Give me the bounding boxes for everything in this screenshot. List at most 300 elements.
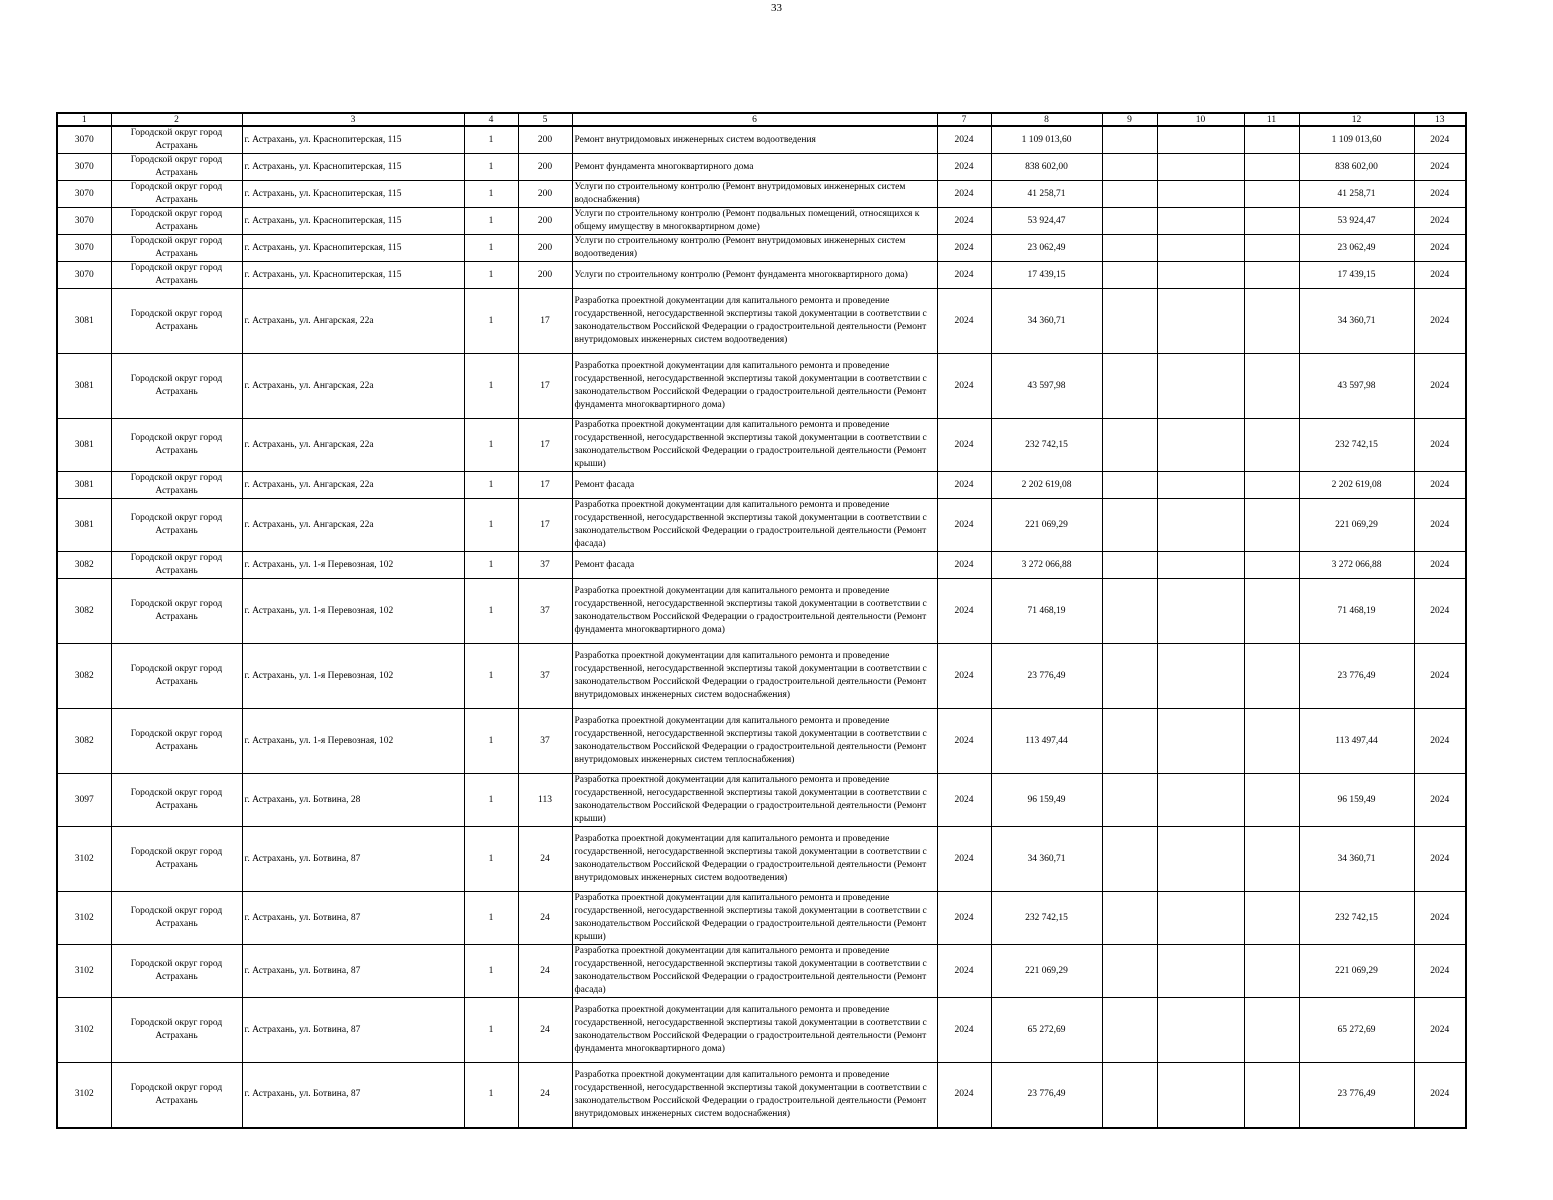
year-cell: 2024 [937, 419, 991, 472]
col5-cell: 17 [518, 472, 572, 499]
col9-cell [1102, 289, 1157, 354]
col11-cell [1244, 181, 1299, 208]
municipality-cell: Городской округ город Астрахань [111, 181, 242, 208]
house-id-cell: 3082 [57, 644, 111, 709]
house-id-cell: 3081 [57, 289, 111, 354]
work-type-cell: Разработка проектной документации для капитального ремонта и проведение государственной, негосударственной экспертизы такой документации в соответствии с законодательством Российской Федерации о градостроительной деятельности (Ремонт внутридомовых инженерных систем водоснабжения) [572, 644, 937, 709]
total-cost-cell: 71 468,19 [1299, 579, 1414, 644]
col5-cell: 17 [518, 354, 572, 419]
municipality-cell: Городской округ город Астрахань [111, 774, 242, 827]
house-id-cell: 3081 [57, 472, 111, 499]
work-type-cell: Услуги по строительному контролю (Ремонт подвальных помещений, относящихся к общему имуществу в многоквартирном доме) [572, 208, 937, 235]
cost-cell: 221 069,29 [991, 945, 1102, 998]
end-year-cell: 2024 [1414, 945, 1466, 998]
col5-cell: 17 [518, 419, 572, 472]
total-cost-cell: 34 360,71 [1299, 289, 1414, 354]
work-type-cell: Разработка проектной документации для капитального ремонта и проведение государственной, негосударственной экспертизы такой документации в соответствии с законодательством Российской Федерации о градостроительной деятельности (Ремонт внутридомовых инженерных систем теплоснабжения) [572, 709, 937, 774]
col10-cell [1157, 644, 1244, 709]
table-row [57, 644, 1466, 709]
table-row [57, 827, 1466, 892]
work-type-cell: Ремонт фасада [572, 472, 937, 499]
table-row [57, 235, 1466, 262]
total-cost-cell: 17 439,15 [1299, 262, 1414, 289]
col9-cell [1102, 154, 1157, 181]
table-row [57, 1063, 1466, 1128]
column-header-6: 6 [572, 113, 937, 126]
col9-cell [1102, 827, 1157, 892]
work-type-cell: Разработка проектной документации для капитального ремонта и проведение государственной, негосударственной экспертизы такой документации в соответствии с законодательством Российской Федерации о градостроительной деятельности (Ремонт крыши) [572, 892, 937, 945]
end-year-cell: 2024 [1414, 892, 1466, 945]
col11-cell [1244, 499, 1299, 552]
end-year-cell: 2024 [1414, 827, 1466, 892]
col5-cell: 24 [518, 1063, 572, 1128]
col10-cell [1157, 472, 1244, 499]
house-id-cell: 3081 [57, 419, 111, 472]
address-cell: г. Астрахань, ул. 1-я Перевозная, 102 [242, 552, 464, 579]
house-id-cell: 3070 [57, 235, 111, 262]
year-cell: 2024 [937, 472, 991, 499]
col4-cell: 1 [464, 552, 518, 579]
address-cell: г. Астрахань, ул. 1-я Перевозная, 102 [242, 644, 464, 709]
table-row [57, 181, 1466, 208]
municipality-cell: Городской округ город Астрахань [111, 354, 242, 419]
address-cell: г. Астрахань, ул. Ботвина, 87 [242, 998, 464, 1063]
col9-cell [1102, 774, 1157, 827]
col9-cell [1102, 208, 1157, 235]
total-cost-cell: 2 202 619,08 [1299, 472, 1414, 499]
total-cost-cell: 232 742,15 [1299, 892, 1414, 945]
column-header-11: 11 [1244, 113, 1299, 126]
col10-cell [1157, 208, 1244, 235]
year-cell: 2024 [937, 235, 991, 262]
end-year-cell: 2024 [1414, 774, 1466, 827]
house-id-cell: 3102 [57, 1063, 111, 1128]
total-cost-cell: 232 742,15 [1299, 419, 1414, 472]
work-type-cell: Услуги по строительному контролю (Ремонт внутридомовых инженерных систем водоснабжения) [572, 181, 937, 208]
col4-cell: 1 [464, 709, 518, 774]
address-cell: г. Астрахань, ул. Ботвина, 87 [242, 892, 464, 945]
col5-cell: 24 [518, 945, 572, 998]
year-cell: 2024 [937, 1063, 991, 1128]
work-type-cell: Разработка проектной документации для капитального ремонта и проведение государственной, негосударственной экспертизы такой документации в соответствии с законодательством Российской Федерации о градостроительной деятельности (Ремонт фундамента многоквартирного дома) [572, 354, 937, 419]
col5-cell: 37 [518, 709, 572, 774]
municipality-cell: Городской округ город Астрахань [111, 709, 242, 774]
col4-cell: 1 [464, 181, 518, 208]
col4-cell: 1 [464, 354, 518, 419]
column-header-8: 8 [991, 113, 1102, 126]
col4-cell: 1 [464, 126, 518, 154]
end-year-cell: 2024 [1414, 235, 1466, 262]
work-type-cell: Разработка проектной документации для капитального ремонта и проведение государственной, негосударственной экспертизы такой документации в соответствии с законодательством Российской Федерации о градостроительной деятельности (Ремонт фундамента многоквартирного дома) [572, 579, 937, 644]
col4-cell: 1 [464, 235, 518, 262]
end-year-cell: 2024 [1414, 709, 1466, 774]
end-year-cell: 2024 [1414, 154, 1466, 181]
col4-cell: 1 [464, 1063, 518, 1128]
col5-cell: 37 [518, 552, 572, 579]
end-year-cell: 2024 [1414, 289, 1466, 354]
col10-cell [1157, 998, 1244, 1063]
table-row [57, 774, 1466, 827]
municipality-cell: Городской округ город Астрахань [111, 154, 242, 181]
end-year-cell: 2024 [1414, 644, 1466, 709]
col9-cell [1102, 709, 1157, 774]
col10-cell [1157, 419, 1244, 472]
address-cell: г. Астрахань, ул. Краснопитерская, 115 [242, 181, 464, 208]
column-header-2: 2 [111, 113, 242, 126]
col11-cell [1244, 892, 1299, 945]
address-cell: г. Астрахань, ул. Краснопитерская, 115 [242, 235, 464, 262]
end-year-cell: 2024 [1414, 579, 1466, 644]
house-id-cell: 3102 [57, 945, 111, 998]
col5-cell: 17 [518, 289, 572, 354]
col9-cell [1102, 499, 1157, 552]
table-row [57, 552, 1466, 579]
municipality-cell: Городской округ город Астрахань [111, 1063, 242, 1128]
year-cell: 2024 [937, 208, 991, 235]
col4-cell: 1 [464, 774, 518, 827]
col4-cell: 1 [464, 644, 518, 709]
house-id-cell: 3070 [57, 154, 111, 181]
cost-cell: 113 497,44 [991, 709, 1102, 774]
address-cell: г. Астрахань, ул. Краснопитерская, 115 [242, 126, 464, 154]
year-cell: 2024 [937, 552, 991, 579]
col10-cell [1157, 945, 1244, 998]
work-type-cell: Разработка проектной документации для капитального ремонта и проведение государственной, негосударственной экспертизы такой документации в соответствии с законодательством Российской Федерации о градостроительной деятельности (Ремонт внутридомовых инженерных систем водоснабжения) [572, 1063, 937, 1128]
municipality-cell: Городской округ город Астрахань [111, 945, 242, 998]
address-cell: г. Астрахань, ул. Ангарская, 22а [242, 419, 464, 472]
total-cost-cell: 53 924,47 [1299, 208, 1414, 235]
col10-cell [1157, 262, 1244, 289]
cost-cell: 23 776,49 [991, 1063, 1102, 1128]
table-row [57, 892, 1466, 945]
cost-cell: 34 360,71 [991, 289, 1102, 354]
house-id-cell: 3070 [57, 181, 111, 208]
total-cost-cell: 838 602,00 [1299, 154, 1414, 181]
year-cell: 2024 [937, 181, 991, 208]
table-row [57, 472, 1466, 499]
house-id-cell: 3070 [57, 126, 111, 154]
total-cost-cell: 221 069,29 [1299, 945, 1414, 998]
table-row [57, 419, 1466, 472]
cost-cell: 41 258,71 [991, 181, 1102, 208]
work-type-cell: Услуги по строительному контролю (Ремонт фундамента многоквартирного дома) [572, 262, 937, 289]
column-header-5: 5 [518, 113, 572, 126]
municipality-cell: Городской округ город Астрахань [111, 499, 242, 552]
table-body [57, 126, 1466, 1128]
cost-cell: 96 159,49 [991, 774, 1102, 827]
municipality-cell: Городской округ город Астрахань [111, 472, 242, 499]
col5-cell: 200 [518, 235, 572, 262]
end-year-cell: 2024 [1414, 998, 1466, 1063]
end-year-cell: 2024 [1414, 499, 1466, 552]
col4-cell: 1 [464, 154, 518, 181]
col11-cell [1244, 709, 1299, 774]
col5-cell: 37 [518, 644, 572, 709]
end-year-cell: 2024 [1414, 126, 1466, 154]
address-cell: г. Астрахань, ул. 1-я Перевозная, 102 [242, 709, 464, 774]
municipality-cell: Городской округ город Астрахань [111, 289, 242, 354]
year-cell: 2024 [937, 579, 991, 644]
col11-cell [1244, 774, 1299, 827]
col10-cell [1157, 235, 1244, 262]
col5-cell: 24 [518, 998, 572, 1063]
col10-cell [1157, 892, 1244, 945]
col11-cell [1244, 644, 1299, 709]
col4-cell: 1 [464, 472, 518, 499]
col4-cell: 1 [464, 945, 518, 998]
total-cost-cell: 3 272 066,88 [1299, 552, 1414, 579]
table-row [57, 289, 1466, 354]
col4-cell: 1 [464, 998, 518, 1063]
address-cell: г. Астрахань, ул. 1-я Перевозная, 102 [242, 579, 464, 644]
house-id-cell: 3082 [57, 709, 111, 774]
column-header-10: 10 [1157, 113, 1244, 126]
municipality-cell: Городской округ город Астрахань [111, 644, 242, 709]
cost-cell: 1 109 013,60 [991, 126, 1102, 154]
col11-cell [1244, 126, 1299, 154]
address-cell: г. Астрахань, ул. Краснопитерская, 115 [242, 208, 464, 235]
cost-cell: 3 272 066,88 [991, 552, 1102, 579]
house-id-cell: 3082 [57, 579, 111, 644]
municipality-cell: Городской округ город Астрахань [111, 998, 242, 1063]
col10-cell [1157, 499, 1244, 552]
cost-cell: 232 742,15 [991, 419, 1102, 472]
municipality-cell: Городской округ город Астрахань [111, 235, 242, 262]
col10-cell [1157, 709, 1244, 774]
column-header-12: 12 [1299, 113, 1414, 126]
total-cost-cell: 23 776,49 [1299, 1063, 1414, 1128]
address-cell: г. Астрахань, ул. Краснопитерская, 115 [242, 262, 464, 289]
municipality-cell: Городской округ город Астрахань [111, 827, 242, 892]
col10-cell [1157, 181, 1244, 208]
table-row [57, 126, 1466, 154]
municipality-cell: Городской округ город Астрахань [111, 892, 242, 945]
end-year-cell: 2024 [1414, 472, 1466, 499]
column-number-row [57, 113, 1466, 126]
house-id-cell: 3081 [57, 354, 111, 419]
house-id-cell: 3102 [57, 998, 111, 1063]
end-year-cell: 2024 [1414, 419, 1466, 472]
year-cell: 2024 [937, 262, 991, 289]
house-id-cell: 3102 [57, 827, 111, 892]
repair-plan-table [56, 112, 1467, 1129]
year-cell: 2024 [937, 289, 991, 354]
address-cell: г. Астрахань, ул. Ангарская, 22а [242, 354, 464, 419]
end-year-cell: 2024 [1414, 552, 1466, 579]
col9-cell [1102, 1063, 1157, 1128]
house-id-cell: 3097 [57, 774, 111, 827]
municipality-cell: Городской округ город Астрахань [111, 552, 242, 579]
municipality-cell: Городской округ город Астрахань [111, 208, 242, 235]
cost-cell: 23 776,49 [991, 644, 1102, 709]
col10-cell [1157, 827, 1244, 892]
column-header-9: 9 [1102, 113, 1157, 126]
col11-cell [1244, 354, 1299, 419]
address-cell: г. Астрахань, ул. Ботвина, 87 [242, 945, 464, 998]
total-cost-cell: 23 776,49 [1299, 644, 1414, 709]
cost-cell: 838 602,00 [991, 154, 1102, 181]
col9-cell [1102, 235, 1157, 262]
work-type-cell: Разработка проектной документации для капитального ремонта и проведение государственной, негосударственной экспертизы такой документации в соответствии с законодательством Российской Федерации о градостроительной деятельности (Ремонт фасада) [572, 499, 937, 552]
table-row [57, 998, 1466, 1063]
cost-cell: 23 062,49 [991, 235, 1102, 262]
work-type-cell: Ремонт фасада [572, 552, 937, 579]
col5-cell: 200 [518, 208, 572, 235]
col11-cell [1244, 154, 1299, 181]
col10-cell [1157, 354, 1244, 419]
col11-cell [1244, 419, 1299, 472]
year-cell: 2024 [937, 154, 991, 181]
col9-cell [1102, 126, 1157, 154]
municipality-cell: Городской округ город Астрахань [111, 126, 242, 154]
address-cell: г. Астрахань, ул. Ангарская, 22а [242, 472, 464, 499]
total-cost-cell: 23 062,49 [1299, 235, 1414, 262]
cost-cell: 43 597,98 [991, 354, 1102, 419]
col10-cell [1157, 126, 1244, 154]
cost-cell: 34 360,71 [991, 827, 1102, 892]
table-row [57, 499, 1466, 552]
col9-cell [1102, 998, 1157, 1063]
address-cell: г. Астрахань, ул. Краснопитерская, 115 [242, 154, 464, 181]
work-type-cell: Разработка проектной документации для капитального ремонта и проведение государственной, негосударственной экспертизы такой документации в соответствии с законодательством Российской Федерации о градостроительной деятельности (Ремонт внутридомовых инженерных систем водоотведения) [572, 289, 937, 354]
col11-cell [1244, 827, 1299, 892]
col10-cell [1157, 579, 1244, 644]
cost-cell: 2 202 619,08 [991, 472, 1102, 499]
year-cell: 2024 [937, 354, 991, 419]
col11-cell [1244, 552, 1299, 579]
address-cell: г. Астрахань, ул. Ботвина, 87 [242, 1063, 464, 1128]
work-type-cell: Разработка проектной документации для капитального ремонта и проведение государственной, негосударственной экспертизы такой документации в соответствии с законодательством Российской Федерации о градостроительной деятельности (Ремонт крыши) [572, 774, 937, 827]
address-cell: г. Астрахань, ул. Ангарская, 22а [242, 289, 464, 354]
col10-cell [1157, 154, 1244, 181]
end-year-cell: 2024 [1414, 1063, 1466, 1128]
year-cell: 2024 [937, 644, 991, 709]
table-row [57, 709, 1466, 774]
year-cell: 2024 [937, 774, 991, 827]
col5-cell: 37 [518, 579, 572, 644]
year-cell: 2024 [937, 998, 991, 1063]
col5-cell: 24 [518, 827, 572, 892]
total-cost-cell: 113 497,44 [1299, 709, 1414, 774]
cost-cell: 71 468,19 [991, 579, 1102, 644]
col9-cell [1102, 419, 1157, 472]
col4-cell: 1 [464, 419, 518, 472]
cost-cell: 65 272,69 [991, 998, 1102, 1063]
col9-cell [1102, 181, 1157, 208]
table-row [57, 154, 1466, 181]
year-cell: 2024 [937, 126, 991, 154]
col9-cell [1102, 262, 1157, 289]
col4-cell: 1 [464, 289, 518, 354]
col9-cell [1102, 552, 1157, 579]
col11-cell [1244, 579, 1299, 644]
col5-cell: 200 [518, 126, 572, 154]
col4-cell: 1 [464, 208, 518, 235]
col10-cell [1157, 552, 1244, 579]
work-type-cell: Ремонт фундамента многоквартирного дома [572, 154, 937, 181]
col11-cell [1244, 208, 1299, 235]
col11-cell [1244, 472, 1299, 499]
end-year-cell: 2024 [1414, 181, 1466, 208]
work-type-cell: Разработка проектной документации для капитального ремонта и проведение государственной, негосударственной экспертизы такой документации в соответствии с законодательством Российской Федерации о градостроительной деятельности (Ремонт крыши) [572, 419, 937, 472]
col5-cell: 200 [518, 262, 572, 289]
table-row [57, 208, 1466, 235]
year-cell: 2024 [937, 499, 991, 552]
year-cell: 2024 [937, 827, 991, 892]
col5-cell: 113 [518, 774, 572, 827]
col9-cell [1102, 354, 1157, 419]
total-cost-cell: 43 597,98 [1299, 354, 1414, 419]
house-id-cell: 3070 [57, 262, 111, 289]
house-id-cell: 3102 [57, 892, 111, 945]
col10-cell [1157, 774, 1244, 827]
total-cost-cell: 221 069,29 [1299, 499, 1414, 552]
cost-cell: 232 742,15 [991, 892, 1102, 945]
col4-cell: 1 [464, 827, 518, 892]
page-number: 33 [771, 2, 782, 14]
cost-cell: 17 439,15 [991, 262, 1102, 289]
cost-cell: 221 069,29 [991, 499, 1102, 552]
col9-cell [1102, 472, 1157, 499]
col9-cell [1102, 945, 1157, 998]
col5-cell: 24 [518, 892, 572, 945]
end-year-cell: 2024 [1414, 208, 1466, 235]
col11-cell [1244, 945, 1299, 998]
table-row [57, 262, 1466, 289]
column-header-13: 13 [1414, 113, 1466, 126]
total-cost-cell: 1 109 013,60 [1299, 126, 1414, 154]
municipality-cell: Городской округ город Астрахань [111, 579, 242, 644]
municipality-cell: Городской округ город Астрахань [111, 262, 242, 289]
col5-cell: 200 [518, 181, 572, 208]
col4-cell: 1 [464, 892, 518, 945]
column-header-1: 1 [57, 113, 111, 126]
table-row [57, 945, 1466, 998]
municipality-cell: Городской округ город Астрахань [111, 419, 242, 472]
house-id-cell: 3081 [57, 499, 111, 552]
col4-cell: 1 [464, 262, 518, 289]
column-header-7: 7 [937, 113, 991, 126]
col11-cell [1244, 998, 1299, 1063]
end-year-cell: 2024 [1414, 354, 1466, 419]
total-cost-cell: 34 360,71 [1299, 827, 1414, 892]
col11-cell [1244, 262, 1299, 289]
col5-cell: 200 [518, 154, 572, 181]
total-cost-cell: 96 159,49 [1299, 774, 1414, 827]
cost-cell: 53 924,47 [991, 208, 1102, 235]
year-cell: 2024 [937, 945, 991, 998]
table-row [57, 579, 1466, 644]
work-type-cell: Разработка проектной документации для капитального ремонта и проведение государственной, негосударственной экспертизы такой документации в соответствии с законодательством Российской Федерации о градостроительной деятельности (Ремонт внутридомовых инженерных систем водоотведения) [572, 827, 937, 892]
col11-cell [1244, 289, 1299, 354]
work-type-cell: Разработка проектной документации для капитального ремонта и проведение государственной, негосударственной экспертизы такой документации в соответствии с законодательством Российской Федерации о градостроительной деятельности (Ремонт фундамента многоквартирного дома) [572, 998, 937, 1063]
column-header-4: 4 [464, 113, 518, 126]
col9-cell [1102, 892, 1157, 945]
col4-cell: 1 [464, 499, 518, 552]
column-header-3: 3 [242, 113, 464, 126]
total-cost-cell: 41 258,71 [1299, 181, 1414, 208]
year-cell: 2024 [937, 709, 991, 774]
work-type-cell: Разработка проектной документации для капитального ремонта и проведение государственной, негосударственной экспертизы такой документации в соответствии с законодательством Российской Федерации о градостроительной деятельности (Ремонт фасада) [572, 945, 937, 998]
table-row [57, 354, 1466, 419]
address-cell: г. Астрахань, ул. Ангарская, 22а [242, 499, 464, 552]
year-cell: 2024 [937, 892, 991, 945]
col9-cell [1102, 644, 1157, 709]
address-cell: г. Астрахань, ул. Ботвина, 87 [242, 827, 464, 892]
col9-cell [1102, 579, 1157, 644]
col4-cell: 1 [464, 579, 518, 644]
col10-cell [1157, 289, 1244, 354]
